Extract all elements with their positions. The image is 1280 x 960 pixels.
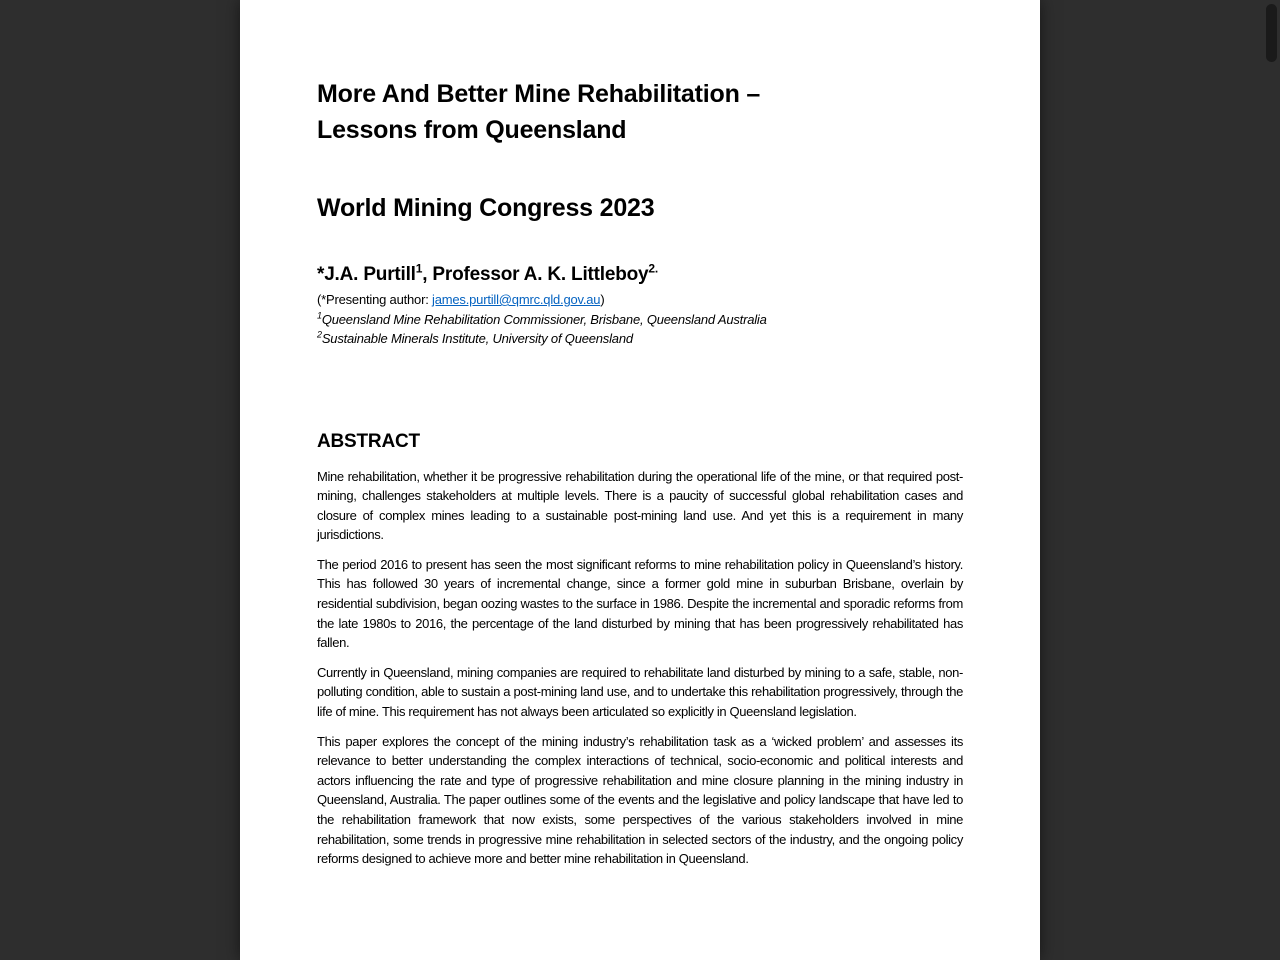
affiliation-2-superscript: 2 [317, 329, 322, 340]
presenting-author-suffix: ) [600, 292, 605, 307]
page-content [240, 0, 1040, 869]
document-title-line1: More And Better Mine Rehabilitation – [317, 80, 761, 108]
author-1-superscript: 1 [415, 261, 423, 276]
presenting-author-line [317, 290, 963, 310]
author-2-name: , Professor A. K. Littleboy [422, 264, 649, 285]
presenting-author-email-link[interactable]: james.purtill@qmrc.qld.gov.au [432, 292, 601, 307]
affiliation-2-text: Sustainable Minerals Institute, University of Queensland [321, 331, 633, 346]
abstract-paragraph-2: The period 2016 to present has seen the most significant reforms to mine rehabilitation policy in Queensland’s history. This has followed 30 years of incremental change, since a former gold mine in suburban Brisbane, overlain by residential subdivision, began oozing wastes to the surface in 1986. Despite the incremental and sporadic reforms from the late 1980s to 2016, the percentage of the land disturbed by mining that has been progressively rehabilitated has fallen. [317, 556, 963, 651]
abstract-paragraph-4: This paper explores the concept of the mining industry’s rehabilitation task as a ‘wicked problem’ and assesses its relevance to better understanding the complex interactions of technical, socio-economic and political interests and actors influencing the rate and type of progressive rehabilitation and mine closure planning in the mining industry in Queensland, Australia. The paper outlines some of the events and the legislative and policy landscape that have led to the rehabilitation framework that now exists, some perspectives of the various stakeholders involved in mine rehabilitation, some trends in progressive mine rehabilitation in selected sectors of the industry, and the ongoing policy reforms designed to achieve more and better mine rehabilitation in Queensland. [317, 733, 963, 867]
authors-line [317, 262, 963, 288]
author-2-superscript: 2. [648, 261, 659, 276]
document-title-line2: Lessons from Queensland [317, 116, 627, 144]
author-1-name: *J.A. Purtill [317, 264, 416, 285]
document-subtitle: World Mining Congress 2023 [317, 194, 655, 222]
pdf-page [240, 0, 1040, 960]
abstract-paragraph-3: Currently in Queensland, mining companies are required to rehabilitate land disturbed by mining to a safe, stable, non-polluting condition, able to sustain a post-mining land use, and to undertake this rehabilitation progressively, through the life of mine. This requirement has not always been articulated so explicitly in Queensland legislation. [317, 664, 963, 720]
affiliation-1-text: Queensland Mine Rehabilitation Commissioner, Brisbane, Queensland Australia [321, 311, 767, 327]
abstract-heading: ABSTRACT [317, 430, 420, 452]
affiliation-1 [317, 310, 963, 330]
abstract-body [317, 467, 963, 869]
document-title [317, 76, 963, 148]
scrollbar-thumb[interactable] [1266, 4, 1277, 62]
affiliation-2 [317, 329, 963, 349]
affiliation-1-superscript: 1 [317, 310, 322, 321]
presenting-author-prefix: (*Presenting author: [317, 292, 433, 307]
abstract-paragraph-1: Mine rehabilitation, whether it be progressive rehabilitation during the operational life of the mine, or that required post-mining, challenges stakeholders at multiple levels. There is a paucity of successful global rehabilitation cases and closure of complex mines leading to a sustainable post-mining land use. And yet this is a requirement in many jurisdictions. [317, 468, 963, 543]
